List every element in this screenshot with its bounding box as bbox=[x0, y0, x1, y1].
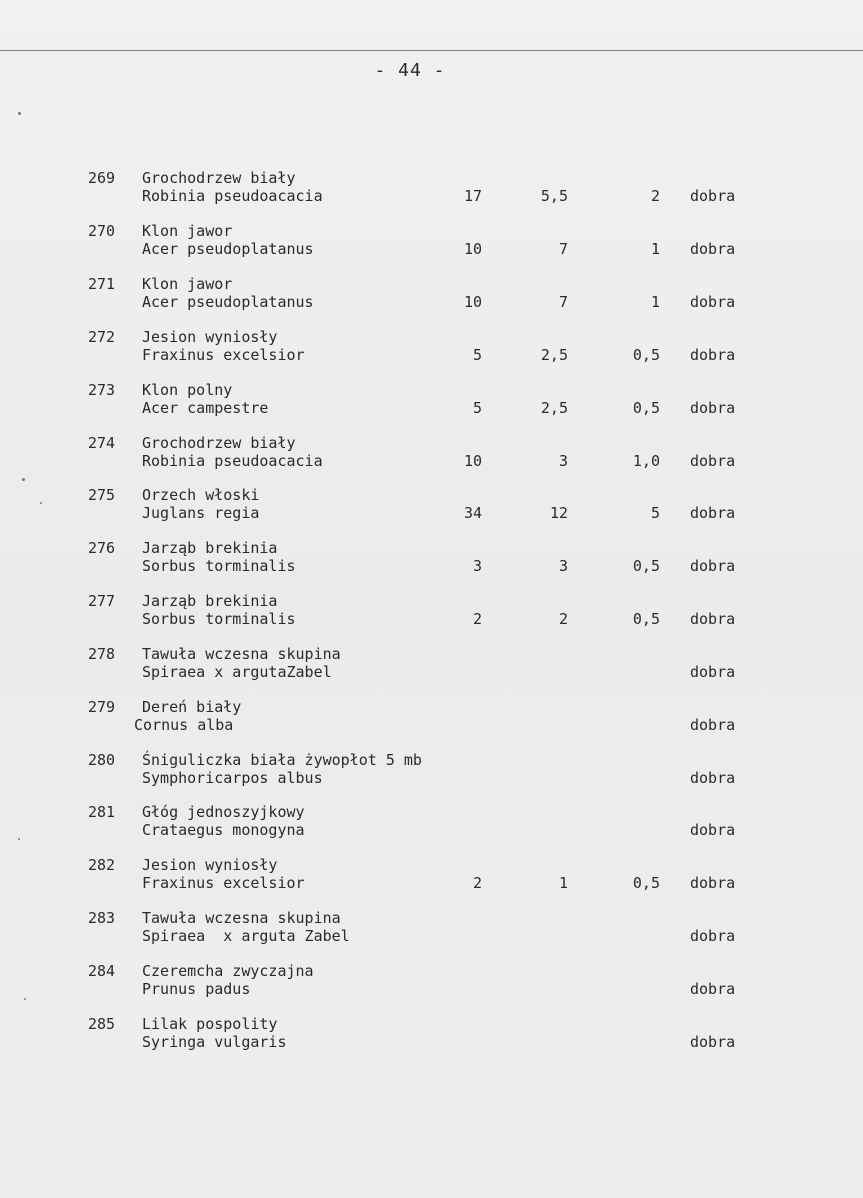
inventory-entry bbox=[0, 169, 863, 209]
condition: dobra bbox=[690, 399, 736, 417]
condition: dobra bbox=[690, 980, 736, 998]
inventory-entry bbox=[0, 486, 863, 526]
inventory-entry bbox=[0, 592, 863, 632]
polish-name: Lilak pospolity bbox=[142, 1015, 278, 1033]
polish-name: Klon jawor bbox=[142, 222, 233, 240]
latin-name: Spiraea x argutaZabel bbox=[142, 663, 332, 681]
value-col-1: 34 bbox=[463, 504, 482, 522]
polish-name: Jarząb brekinia bbox=[142, 539, 278, 557]
latin-name: Acer pseudoplatanus bbox=[142, 293, 314, 311]
value-col-1: 5 bbox=[472, 399, 482, 417]
entry-number: 273 bbox=[88, 381, 116, 399]
entry-number: 279 bbox=[88, 698, 116, 716]
inventory-entry bbox=[0, 962, 863, 1002]
polish-name: Klon polny bbox=[142, 381, 233, 399]
entry-number: 270 bbox=[88, 222, 116, 240]
polish-name: Klon jawor bbox=[142, 275, 233, 293]
latin-name: Robinia pseudoacacia bbox=[142, 452, 323, 470]
polish-name: Jesion wyniosły bbox=[142, 328, 278, 346]
condition: dobra bbox=[690, 874, 736, 892]
value-col-3: 1 bbox=[650, 293, 660, 311]
scan-speck bbox=[24, 998, 26, 1000]
latin-name: Spiraea x arguta Zabel bbox=[142, 927, 350, 945]
inventory-entry bbox=[0, 698, 863, 738]
condition: dobra bbox=[690, 716, 736, 734]
value-col-1: 2 bbox=[472, 874, 482, 892]
inventory-entry bbox=[0, 1015, 863, 1055]
entry-number: 276 bbox=[88, 539, 116, 557]
value-col-1: 5 bbox=[472, 346, 482, 364]
inventory-entry bbox=[0, 381, 863, 421]
entry-number: 274 bbox=[88, 434, 116, 452]
entry-number: 284 bbox=[88, 962, 116, 980]
scan-speck bbox=[40, 502, 42, 504]
entry-number: 278 bbox=[88, 645, 116, 663]
inventory-entry bbox=[0, 275, 863, 315]
latin-name: Syringa vulgaris bbox=[142, 1033, 287, 1051]
value-col-2: 3 bbox=[558, 452, 568, 470]
latin-name: Fraxinus excelsior bbox=[142, 874, 305, 892]
polish-name: Czeremcha zwyczajna bbox=[142, 962, 314, 980]
condition: dobra bbox=[690, 187, 736, 205]
value-col-1: 10 bbox=[463, 452, 482, 470]
value-col-3: 0,5 bbox=[632, 557, 660, 575]
value-col-3: 0,5 bbox=[632, 874, 660, 892]
polish-name: Tawuła wczesna skupina bbox=[142, 909, 341, 927]
inventory-entry bbox=[0, 856, 863, 896]
polish-name: Grochodrzew biały bbox=[142, 434, 296, 452]
entry-number: 283 bbox=[88, 909, 116, 927]
inventory-entry bbox=[0, 803, 863, 843]
value-col-3: 0,5 bbox=[632, 399, 660, 417]
value-col-2: 7 bbox=[558, 293, 568, 311]
inventory-entry bbox=[0, 751, 863, 791]
value-col-3: 2 bbox=[650, 187, 660, 205]
latin-name: Fraxinus excelsior bbox=[142, 346, 305, 364]
entry-number: 272 bbox=[88, 328, 116, 346]
polish-name: Śniguliczka biała żywopłot 5 mb bbox=[142, 751, 422, 769]
inventory-entry bbox=[0, 539, 863, 579]
latin-name: Acer campestre bbox=[142, 399, 269, 417]
condition: dobra bbox=[690, 240, 736, 258]
entry-number: 269 bbox=[88, 169, 116, 187]
condition: dobra bbox=[690, 504, 736, 522]
value-col-3: 0,5 bbox=[632, 346, 660, 364]
polish-name: Jesion wyniosły bbox=[142, 856, 278, 874]
condition: dobra bbox=[690, 1033, 736, 1051]
top-rule bbox=[0, 50, 863, 51]
value-col-2: 2,5 bbox=[540, 399, 568, 417]
value-col-3: 1,0 bbox=[632, 452, 660, 470]
value-col-2: 3 bbox=[558, 557, 568, 575]
scan-speck bbox=[18, 112, 21, 115]
value-col-1: 10 bbox=[463, 240, 482, 258]
entry-number: 282 bbox=[88, 856, 116, 874]
latin-name: Crataegus monogyna bbox=[142, 821, 305, 839]
condition: dobra bbox=[690, 663, 736, 681]
polish-name: Tawuła wczesna skupina bbox=[142, 645, 341, 663]
condition: dobra bbox=[690, 610, 736, 628]
value-col-2: 5,5 bbox=[540, 187, 568, 205]
inventory-entry bbox=[0, 328, 863, 368]
value-col-2: 2 bbox=[558, 610, 568, 628]
polish-name: Głóg jednoszyjkowy bbox=[142, 803, 305, 821]
inventory-entry bbox=[0, 645, 863, 685]
value-col-3: 1 bbox=[650, 240, 660, 258]
condition: dobra bbox=[690, 452, 736, 470]
entry-number: 277 bbox=[88, 592, 116, 610]
value-col-2: 1 bbox=[558, 874, 568, 892]
entry-number: 281 bbox=[88, 803, 116, 821]
value-col-3: 5 bbox=[650, 504, 660, 522]
inventory-entry bbox=[0, 909, 863, 949]
page-number: - 44 - bbox=[374, 60, 446, 81]
latin-name: Symphoricarpos albus bbox=[142, 769, 323, 787]
entry-number: 280 bbox=[88, 751, 116, 769]
latin-name: Cornus alba bbox=[134, 716, 234, 734]
value-col-1: 2 bbox=[472, 610, 482, 628]
condition: dobra bbox=[690, 346, 736, 364]
latin-name: Acer pseudoplatanus bbox=[142, 240, 314, 258]
scan-speck bbox=[18, 838, 20, 840]
value-col-2: 7 bbox=[558, 240, 568, 258]
condition: dobra bbox=[690, 769, 736, 787]
condition: dobra bbox=[690, 557, 736, 575]
entry-number: 285 bbox=[88, 1015, 116, 1033]
entry-number: 271 bbox=[88, 275, 116, 293]
inventory-entry bbox=[0, 434, 863, 474]
polish-name: Grochodrzew biały bbox=[142, 169, 296, 187]
condition: dobra bbox=[690, 927, 736, 945]
value-col-3: 0,5 bbox=[632, 610, 660, 628]
entry-number: 275 bbox=[88, 486, 116, 504]
scan-speck bbox=[22, 478, 25, 481]
condition: dobra bbox=[690, 821, 736, 839]
value-col-1: 10 bbox=[463, 293, 482, 311]
value-col-1: 17 bbox=[463, 187, 482, 205]
value-col-1: 3 bbox=[472, 557, 482, 575]
inventory-entry bbox=[0, 222, 863, 262]
condition: dobra bbox=[690, 293, 736, 311]
value-col-2: 2,5 bbox=[540, 346, 568, 364]
latin-name: Robinia pseudoacacia bbox=[142, 187, 323, 205]
latin-name: Juglans regia bbox=[142, 504, 260, 522]
latin-name: Sorbus torminalis bbox=[142, 610, 296, 628]
value-col-2: 12 bbox=[549, 504, 568, 522]
latin-name: Prunus padus bbox=[142, 980, 251, 998]
polish-name: Dereń biały bbox=[142, 698, 242, 716]
polish-name: Jarząb brekinia bbox=[142, 592, 278, 610]
latin-name: Sorbus torminalis bbox=[142, 557, 296, 575]
polish-name: Orzech włoski bbox=[142, 486, 260, 504]
